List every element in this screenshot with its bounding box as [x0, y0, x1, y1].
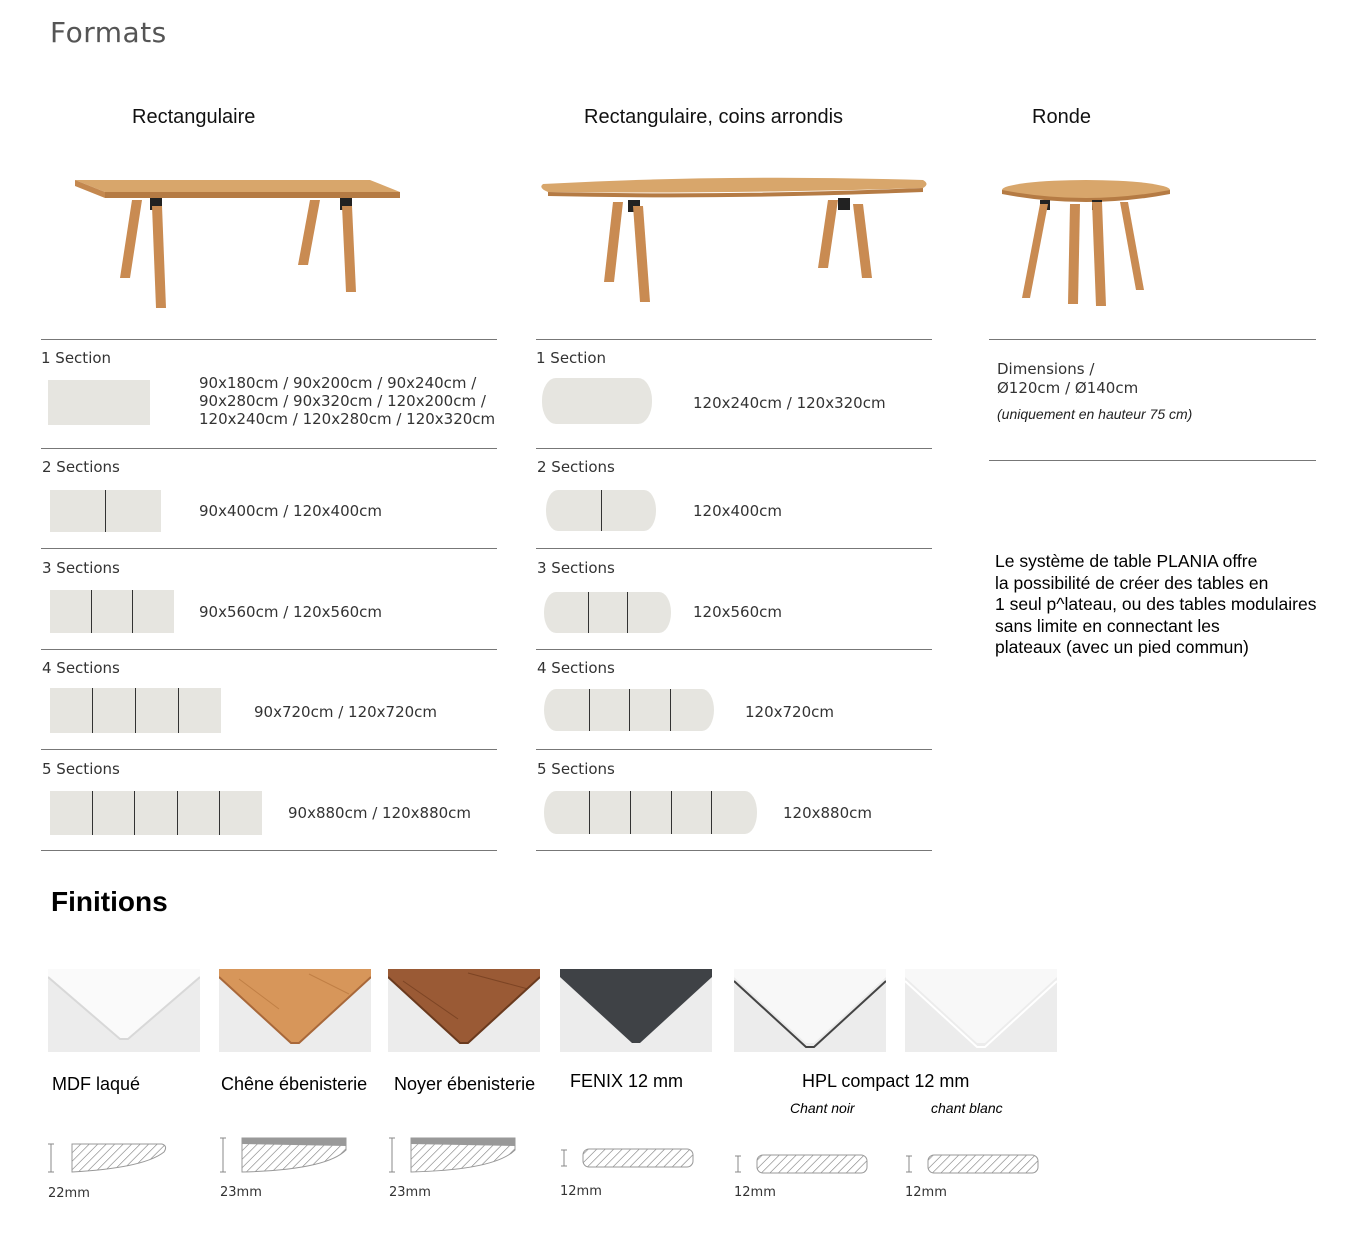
rule [536, 749, 932, 750]
finish-label: MDF laqué [52, 1074, 141, 1094]
swatch-fenix [560, 969, 712, 1052]
rect-top-4-sections [50, 688, 221, 733]
rect-row-label: 1 Section [41, 349, 112, 367]
rule [41, 339, 497, 340]
round-corner-top-5-sections [544, 791, 757, 834]
swatch-noyer [388, 969, 540, 1052]
plania-description: Le système de table PLANIA offre la possibilité de créer des tables en 1 seul p^lateau, ou des tables modulaires sans limite en connectant les plateaux (avec un pied commun) [995, 551, 1317, 657]
rect-row-dims: 90x400cm / 120x400cm [199, 502, 383, 520]
round-corner-row-label: 3 Sections [537, 559, 615, 577]
edge-profile-hpl-blanc [902, 1152, 1042, 1178]
ronde-dim-label: Dimensions / [997, 360, 1095, 378]
round-corner-row-dims: 120x720cm [745, 703, 834, 721]
ronde-note: (uniquement en hauteur 75 cm) [997, 406, 1193, 422]
finish-thickness: 23mm [220, 1185, 262, 1200]
swatch-hpl-chant-noir [734, 969, 886, 1052]
finish-thickness: 12mm [905, 1185, 947, 1200]
round-corner-row-label: 4 Sections [537, 659, 615, 677]
swatch-chene [219, 969, 371, 1052]
finish-label: Noyer ébenisterie [394, 1074, 536, 1094]
rule [41, 850, 497, 851]
ronde-dim-values: Ø120cm / Ø140cm [997, 379, 1139, 397]
ronde-title: Ronde [1032, 106, 1091, 128]
round-table-image [1000, 176, 1180, 311]
rule [989, 339, 1316, 340]
rule [536, 548, 932, 549]
rule [41, 649, 497, 650]
round-corner-top-4-sections [544, 689, 714, 731]
finish-thickness: 12mm [560, 1184, 602, 1199]
rule [536, 850, 932, 851]
finish-thickness: 22mm [48, 1186, 90, 1201]
round-corner-top-3-sections [544, 592, 671, 633]
finitions-heading: Finitions [51, 886, 168, 917]
round-corner-title: Rectangulaire, coins arrondis [584, 106, 844, 128]
round-corner-row-label: 1 Section [536, 349, 607, 367]
rect-row-dims: 90x180cm / 90x200cm / 90x240cm / 90x280cm / 90x320cm / 120x200cm / 120x240cm / 120x280cm / 120x320cm [199, 374, 496, 428]
rect-row-dims: 90x560cm / 120x560cm [199, 603, 383, 621]
rect-top-2-sections [50, 490, 161, 532]
finish-label: HPL compact 12 mm [802, 1071, 970, 1091]
round-corner-top-2-sections [546, 490, 656, 531]
rect-row-label: 4 Sections [42, 659, 120, 677]
finish-sub-label: chant blanc [931, 1100, 1003, 1116]
round-corner-top-1-section [542, 378, 652, 424]
rule [536, 339, 932, 340]
formats-heading: Formats [50, 16, 167, 49]
round-corner-row-dims: 120x880cm [783, 804, 872, 822]
rect-row-dims: 90x720cm / 120x720cm [254, 703, 438, 721]
rule [989, 460, 1316, 461]
round-corner-row-label: 2 Sections [537, 458, 615, 476]
rect-title: Rectangulaire [132, 106, 256, 128]
edge-profile-noyer [385, 1134, 525, 1176]
round-corner-row-dims: 120x560cm [693, 603, 782, 621]
rule [41, 749, 497, 750]
round-corner-row-label: 5 Sections [537, 760, 615, 778]
round-corner-table-image [538, 170, 933, 310]
round-corner-row-dims: 120x240cm / 120x320cm [693, 394, 886, 412]
finish-thickness: 23mm [389, 1185, 431, 1200]
round-corner-row-dims: 120x400cm [693, 502, 782, 520]
edge-profile-chene [216, 1134, 356, 1176]
rule [536, 448, 932, 449]
rect-top-3-sections [50, 590, 174, 633]
swatch-hpl-chant-blanc [905, 969, 1057, 1052]
rule [536, 649, 932, 650]
rect-top-5-sections [50, 791, 262, 835]
finish-thickness: 12mm [734, 1185, 776, 1200]
swatch-mdf-laque [48, 969, 200, 1052]
finish-label: FENIX 12 mm [570, 1071, 684, 1091]
finish-sub-label: Chant noir [790, 1100, 855, 1116]
rule [41, 448, 497, 449]
rect-row-label: 3 Sections [42, 559, 120, 577]
rect-row-dims: 90x880cm / 120x880cm [288, 804, 472, 822]
edge-profile-mdf [44, 1138, 174, 1178]
rect-row-label: 2 Sections [42, 458, 120, 476]
edge-profile-fenix [557, 1146, 697, 1172]
rect-top-1-section [48, 380, 150, 425]
finish-label: Chêne ébenisterie [221, 1074, 368, 1094]
edge-profile-hpl-noir [731, 1152, 871, 1178]
rect-row-label: 5 Sections [42, 760, 120, 778]
rule [41, 548, 497, 549]
rect-table-image [70, 170, 410, 315]
